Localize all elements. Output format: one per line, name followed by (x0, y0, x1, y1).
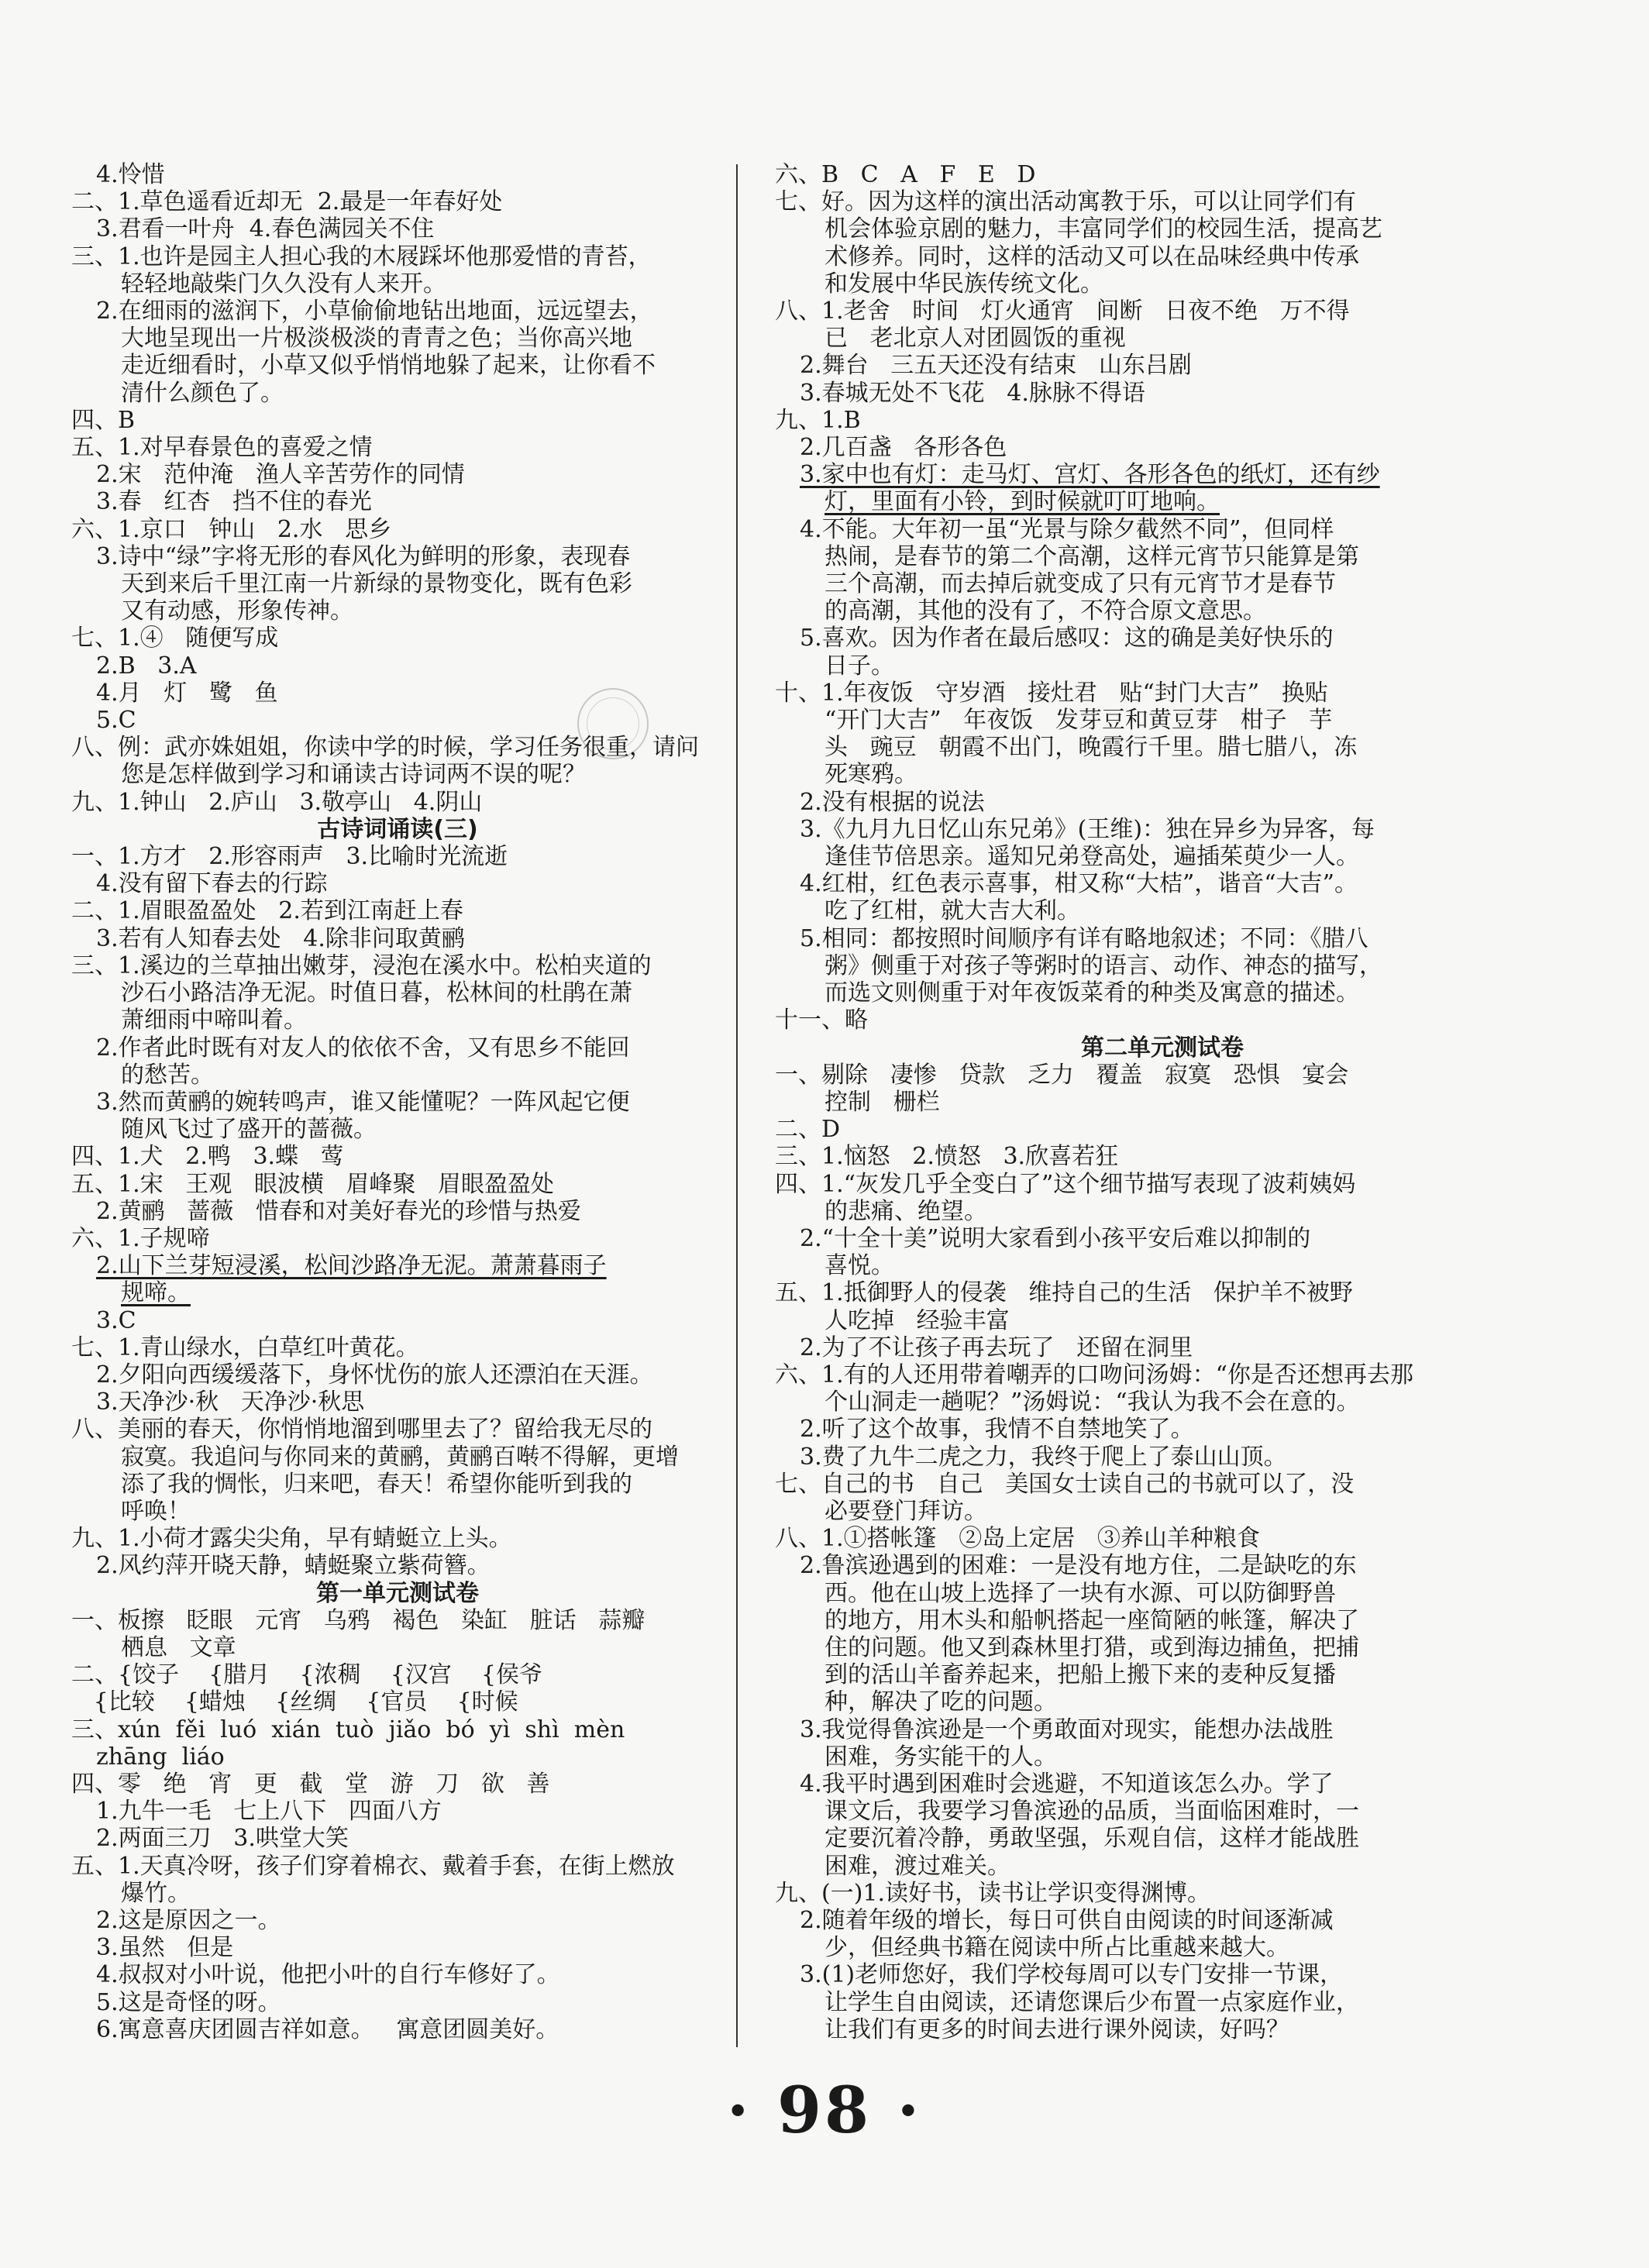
answer-line: 十、1.年夜饭 守岁酒 接灶君 贴“封门大吉” 换贴 (775, 679, 1328, 707)
answer-line: 3.诗中“绿”字将无形的春风化为鲜明的形象，表现春 (96, 542, 631, 570)
answer-line: 3.虽然 但是 (96, 1934, 234, 1962)
answer-line: 逢佳节倍思亲。遥知兄弟登高处，遍插茱萸少一人。 (824, 843, 1359, 871)
answer-line: 走近细看时，小草又似乎悄悄地躲了起来，让你看不 (121, 352, 656, 380)
answer-line: 控制 栅栏 (824, 1088, 940, 1116)
answer-line: 九、1.小荷才露尖尖角，早有蜻蜓立上头。 (71, 1525, 512, 1553)
answer-line: 四、零 绝 宵 更 截 堂 游 刀 欲 善 (71, 1770, 550, 1798)
answer-line: 随风飞过了盛开的蔷薇。 (121, 1116, 377, 1144)
answer-line: 六、1.京口 钟山 2.水 思乡 (71, 515, 392, 543)
answer-line: 喜悦。 (824, 1252, 894, 1280)
answer-line: 三、1.恼怒 2.愤怒 3.欣喜若狂 (775, 1143, 1119, 1171)
answer-line: 3.《九月九日忆山东兄弟》(王维)：独在异乡为异客，每 (800, 815, 1375, 843)
answer-line: 让我们有更多的时间去进行课外阅读，好吗？ (824, 2015, 1289, 2043)
answer-line: 六、1.有的人还用带着嘲弄的口吻问汤姆：“你是否还想再去那 (775, 1361, 1413, 1389)
answer-line: 二、{饺子 {腊月 {浓稠 {汉宫 {侯爷 (71, 1661, 543, 1689)
answer-line: “开门大吉” 年夜饭 发芽豆和黄豆芽 柑子 芋 (824, 707, 1333, 735)
answer-line: 十一、略 (775, 1007, 868, 1034)
answer-line: 八、1.老舍 时间 灯火通宵 间断 日夜不绝 万不得 (775, 298, 1350, 325)
answer-line: 2.B 3.A (96, 652, 197, 680)
answer-line: 清什么颜色了。 (121, 379, 284, 407)
page-number: · 98 · (726, 2074, 923, 2148)
answer-line: 3.君看一叶舟 4.春色满园关不住 (96, 215, 435, 243)
answer-line: 八、例：武亦姝姐姐，你读中学的时候，学习任务很重，请问 (71, 734, 699, 762)
answer-line: 大地呈现出一片极淡极淡的青青之色；当你高兴地 (121, 325, 632, 353)
answer-line: 2.这是原因之一。 (96, 1907, 281, 1934)
answer-line: 一、剔除 凄惨 贷款 乏力 覆盖 寂寞 恐惧 宴会 (775, 1061, 1349, 1089)
answer-line: 2.随着年级的增长，每日可供自由阅读的时间逐渐减 (800, 1907, 1334, 1934)
answer-line: 种，解决了吃的问题。 (824, 1688, 1057, 1716)
answer-line: 五、1.对早春景色的喜爱之情 (71, 434, 373, 462)
answer-line: 寂寞。我追问与你同来的黄鹂，黄鹂百啭不得解，更增 (121, 1443, 679, 1471)
answer-line: 三、xún fěi luó xián tuò jiǎo bó yì shì mèn (71, 1716, 625, 1743)
answer-line: 栖息 文章 (121, 1633, 236, 1661)
answer-line: 2.舞台 三五天还没有结束 山东吕剧 (800, 352, 1192, 380)
answer-line: 和发展中华民族传统文化。 (824, 270, 1103, 298)
answer-line: 5.这是奇怪的呀。 (96, 1988, 281, 2016)
column-divider (736, 164, 738, 2047)
answer-line: 而选文则侧重于对年夜饭菜肴的种类及寓意的描述。 (824, 979, 1359, 1007)
answer-line: 2.山下兰芽短浸溪，松间沙路净无泥。萧萧暮雨子 (96, 1252, 607, 1280)
answer-line: 灯，里面有小铃，到时候就叮叮地响。 (824, 488, 1220, 516)
answer-line: 4.红柑，红色表示喜事，柑又称“大桔”，谐音“大吉”。 (800, 870, 1358, 898)
answer-line: 个山洞走一趟呢？”汤姆说：“我认为我不会在意的。 (824, 1389, 1360, 1416)
answer-line: 机会体验京剧的魅力，丰富同学们的校园生活，提高艺 (824, 215, 1382, 243)
answer-line: 3.然而黄鹂的婉转鸣声，谁又能懂呢？一阵风起它便 (96, 1088, 630, 1116)
answer-line: 粥》侧重于对孩子等粥时的语言、动作、神态的描写， (824, 952, 1382, 979)
answer-line: 2.鲁滨逊遇到的困难：一是没有地方住，二是缺吃的东 (800, 1552, 1357, 1580)
answer-line: 1.九牛一毛 七上八下 四面八方 (96, 1798, 442, 1826)
answer-line: 爆竹。 (121, 1879, 191, 1907)
answer-line: 2.听了这个故事，我情不自禁地笑了。 (800, 1416, 1194, 1444)
answer-line: 3.春 红杏 挡不住的春光 (96, 488, 372, 516)
answer-line: 五、1.宋 王观 眼波横 眉峰聚 眉眼盈盈处 (71, 1170, 555, 1198)
answer-line: 三、1.溪边的兰草抽出嫩芽，浸泡在溪水中。松柏夹道的 (71, 952, 652, 979)
answer-line: 沙石小路洁净无泥。时值日暮，松林间的杜鹃在萧 (121, 979, 632, 1007)
section-heading: 第二单元测试卷 (1081, 1034, 1244, 1062)
answer-line: 天到来后千里江南一片新绿的景物变化，既有色彩 (121, 570, 632, 598)
answer-line: 3.天净沙·秋 天净沙·秋思 (96, 1389, 365, 1416)
answer-line: 2.没有根据的说法 (800, 788, 985, 816)
answer-line: 二、D (775, 1116, 841, 1144)
answer-line: {比较 {蜡烛 {丝绸 {官员 {时候 (71, 1688, 518, 1716)
answer-line: 4.叔叔对小叶说，他把小叶的自行车修好了。 (96, 1961, 560, 1989)
answer-line: 九、1.B (775, 406, 861, 434)
answer-line: 三个高潮，而去掉后就变成了只有元宵节才是春节 (824, 570, 1336, 598)
answer-line: 2.风约萍开晓天静，蜻蜓聚立紫荷簪。 (96, 1552, 491, 1580)
answer-line: 七、1.青山绿水，白草红叶黄花。 (71, 1334, 419, 1361)
answer-line: 吃了红柑，就大吉大利。 (824, 897, 1080, 925)
answer-line: 六、1.子规啼 (71, 1224, 210, 1252)
answer-line: 2.宋 范仲淹 渔人辛苦劳作的同情 (96, 461, 465, 489)
answer-line: 萧细雨中啼叫着。 (121, 1007, 307, 1034)
answer-line: 困难，渡过难关。 (824, 1852, 1010, 1880)
answer-line: 2.夕阳向西缓缓落下，身怀忧伤的旅人还漂泊在天涯。 (96, 1361, 653, 1389)
answer-line: 轻轻地敲柴门久久没有人来开。 (121, 270, 446, 298)
answer-line: 四、B (71, 406, 136, 434)
answer-line: 术修养。同时，这样的活动又可以在品味经典中传承 (824, 243, 1359, 270)
answer-line: 住的问题。他又到森林里打猎，或到海边捕鱼，把捕 (824, 1633, 1359, 1661)
answer-line: 热闹，是春节的第二个高潮，这样元宵节只能算是第 (824, 542, 1359, 570)
answer-line: 5.喜欢。因为作者在最后感叹：这的确是美好快乐的 (800, 625, 1334, 652)
answer-line: 四、1.“灰发几乎全变白了”这个细节描写表现了波莉姨妈 (775, 1170, 1356, 1198)
answer-line: 2.为了不让孩子再去玩了 还留在洞里 (800, 1334, 1193, 1361)
answer-line: 困难，务实能干的人。 (824, 1743, 1057, 1771)
answer-line: 规啼。 (121, 1279, 191, 1307)
answer-line: 的悲痛、绝望。 (824, 1197, 987, 1225)
answer-line: 已 老北京人对团圆饭的重视 (824, 325, 1126, 353)
answer-line: 五、1.天真冷呀，孩子们穿着棉衣、戴着手套，在街上燃放 (71, 1852, 675, 1880)
section-heading: 第一单元测试卷 (316, 1579, 479, 1607)
answer-line: 的高潮，其他的没有了，不符合原文意思。 (824, 597, 1266, 625)
answer-line: 2.“十全十美”说明大家看到小孩平安后难以抑制的 (800, 1224, 1311, 1252)
answer-line: 八、美丽的春天，你悄悄地溜到哪里去了？留给我无尽的 (71, 1416, 652, 1444)
answer-line: 呼唤！ (121, 1497, 191, 1525)
answer-line: 3.家中也有灯：走马灯、宫灯、各形各色的纸灯，还有纱 (800, 461, 1380, 489)
answer-line: 4.没有留下春去的行踪 (96, 870, 328, 898)
answer-line: 必要登门拜访。 (824, 1497, 987, 1525)
answer-line: 4.怜惜 (96, 161, 165, 188)
answer-line: 七、1.④ 随便写成 (71, 625, 279, 652)
answer-line: 一、1.方才 2.形容雨声 3.比喻时光流逝 (71, 843, 508, 871)
answer-line: 2.几百盏 各形各色 (800, 434, 1007, 462)
answer-line: 5.相同：都按照时间顺序有详有略地叙述；不同：《腊八 (800, 924, 1368, 952)
answer-line: 3.春城无处不飞花 4.脉脉不得语 (800, 379, 1145, 407)
answer-line: 一、板擦 眨眼 元宵 乌鸦 褐色 染缸 脏话 蒜瓣 (71, 1606, 645, 1634)
answer-line: 4.我平时遇到困难时会逃避，不知道该怎么办。学了 (800, 1770, 1334, 1798)
answer-line: 4.不能。大年初一虽“光景与除夕截然不同”，但同样 (800, 515, 1334, 543)
answer-line: 3.C (96, 1306, 136, 1334)
answer-line: 2.黄鹂 蔷薇 惜春和对美好春光的珍惜与热爱 (96, 1197, 581, 1225)
answer-line: zhāng liáo (96, 1743, 225, 1771)
answer-line: 七、好。因为这样的演出活动寓教于乐，可以让同学们有 (775, 188, 1356, 216)
answer-line: 课文后，我要学习鲁滨逊的品质，当面临困难时，一 (824, 1798, 1359, 1826)
answer-line: 6.寓意喜庆团圆吉祥如意。 寓意团圆美好。 (96, 2015, 559, 2043)
answer-line: 四、1.犬 2.鸭 3.蝶 莺 (71, 1143, 344, 1171)
answer-line: 死寒鸦。 (824, 761, 917, 789)
answer-line: 日子。 (824, 652, 894, 680)
answer-line: 少，但经典书籍在阅读中所占比重越来越大。 (824, 1934, 1289, 1962)
answer-line: 五、1.抵御野人的侵袭 维持自己的生活 保护羊不被野 (775, 1279, 1353, 1307)
answer-line: 九、(一)1.读好书，读书让学识变得渊博。 (775, 1879, 1211, 1907)
answer-line: 5.C (96, 707, 136, 735)
answer-line: 2.两面三刀 3.哄堂大笑 (96, 1825, 349, 1853)
answer-line: 又有动感，形象传神。 (121, 597, 353, 625)
answer-line: 七、自己的书 自己 美国女士读自己的书就可以了，没 (775, 1470, 1355, 1498)
answer-line: 您是怎样做到学习和诵读古诗词两不误的呢？ (121, 761, 586, 789)
answer-line: 的地方，用木头和船帆搭起一座简陋的帐篷，解决了 (824, 1606, 1359, 1634)
answer-line: 2.作者此时既有对友人的依依不舍，又有思乡不能回 (96, 1034, 630, 1062)
answer-line: 的愁苦。 (121, 1061, 214, 1089)
answer-line: 头 豌豆 朝霞不出门，晚霞行千里。腊七腊八，冻 (824, 734, 1358, 762)
answer-line: 3.费了九牛二虎之力，我终于爬上了泰山山顶。 (800, 1443, 1287, 1471)
answer-line: 3.(1)老师您好，我们学校每周可以专门安排一节课， (800, 1961, 1344, 1989)
answer-line: 三、1.也许是园主人担心我的木屐踩坏他那爱惜的青苔， (71, 243, 652, 270)
answer-line: 六、B C A F E D (775, 161, 1036, 188)
answer-line: 定要沉着冷静，勇敢坚强，乐观自信，这样才能战胜 (824, 1825, 1359, 1853)
answer-line: 3.若有人知春去处 4.除非问取黄鹂 (96, 924, 465, 952)
answer-line: 到的活山羊畜养起来，把船上搬下来的麦种反复播 (824, 1661, 1336, 1689)
answer-line: 3.我觉得鲁滨逊是一个勇敢面对现实，能想办法战胜 (800, 1716, 1334, 1743)
section-heading: 古诗词诵读(三) (317, 815, 478, 843)
answer-line: 让学生自由阅读，还请您课后少布置一点家庭作业， (824, 1988, 1359, 2016)
answer-line: 西。他在山坡上选择了一块有水源、可以防御野兽 (824, 1579, 1336, 1607)
answer-line: 人吃掉 经验丰富 (824, 1306, 1010, 1334)
right-column (775, 161, 1550, 2043)
answer-line: 添了我的惆怅，归来吧，春天！希望你能听到我的 (121, 1470, 632, 1498)
answer-line: 二、1.眉眼盈盈处 2.若到江南赶上春 (71, 897, 463, 925)
answer-line: 二、1.草色遥看近却无 2.最是一年春好处 (71, 188, 503, 216)
answer-line: 4.月 灯 鹭 鱼 (96, 679, 278, 707)
answer-line: 八、1.①搭帐篷 ②岛上定居 ③养山羊种粮食 (775, 1525, 1260, 1553)
answer-line: 2.在细雨的滋润下，小草偷偷地钻出地面，远远望去， (96, 298, 653, 325)
left-column (71, 161, 724, 2043)
answer-line: 九、1.钟山 2.庐山 3.敬亭山 4.阴山 (71, 788, 483, 816)
